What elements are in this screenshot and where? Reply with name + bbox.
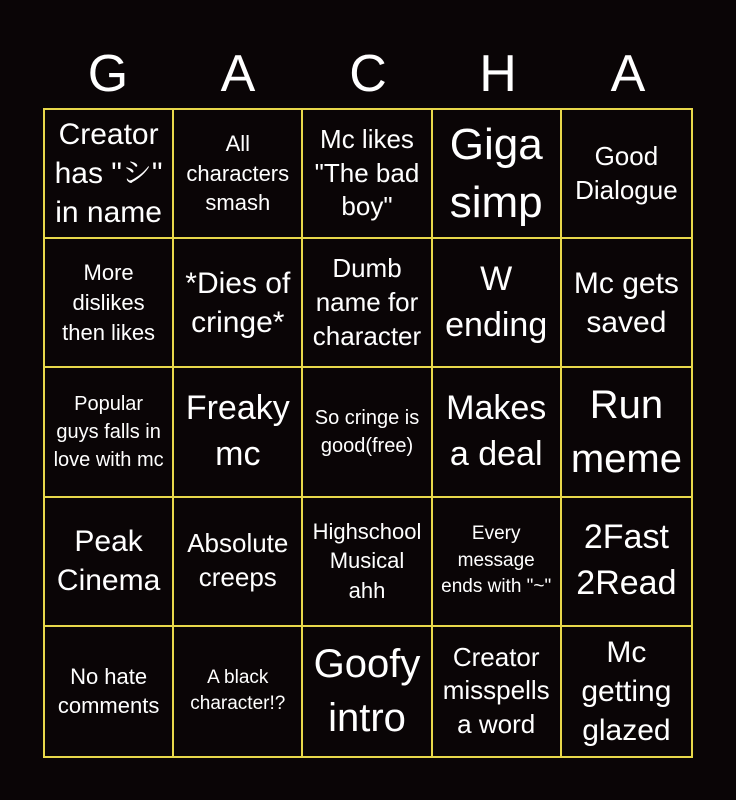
bingo-cell[interactable]: Absolute creeps (174, 498, 303, 627)
bingo-cell[interactable]: Mc likes "The bad boy" (303, 110, 432, 239)
bingo-cell[interactable]: Run meme (562, 368, 691, 497)
bingo-cell[interactable]: No hate comments (45, 627, 174, 756)
bingo-cell[interactable]: 2Fast 2Read (562, 498, 691, 627)
bingo-cell[interactable]: Creator misspells a word (433, 627, 562, 756)
header-letter-a-2: A (610, 45, 646, 103)
bingo-cell[interactable]: Every message ends with "~" (433, 498, 562, 627)
header-letter-c: C (349, 45, 387, 103)
header-letter-h: H (479, 45, 517, 103)
bingo-cell[interactable]: W ending (433, 239, 562, 368)
header-letter-g: G (87, 45, 129, 103)
bingo-cell[interactable]: *Dies of cringe* (174, 239, 303, 368)
bingo-cell[interactable]: So cringe is good(free) (303, 368, 432, 497)
bingo-cell[interactable]: Creator has "シ" in name (45, 110, 174, 239)
bingo-cell[interactable]: Mc getting glazed (581, 635, 672, 747)
bingo-board (43, 108, 693, 758)
bingo-cell[interactable]: Giga simp (433, 110, 562, 239)
bingo-cell[interactable]: All characters smash (174, 110, 303, 239)
bingo-cell[interactable]: Mc gets saved (562, 239, 691, 368)
bingo-cell[interactable]: Freaky mc (174, 368, 303, 497)
bingo-cell[interactable]: Dumb name for character (303, 239, 432, 368)
bingo-cell[interactable]: Good Dialogue (562, 110, 691, 239)
header-letter-a: A (220, 45, 256, 103)
bingo-cell[interactable]: A black character!? (174, 627, 303, 756)
bingo-cell[interactable]: Highschool Musical ahh (303, 498, 432, 627)
bingo-cell[interactable]: Makes a deal (433, 368, 562, 497)
bingo-cell[interactable]: Popular guys falls in love with mc (45, 368, 174, 497)
bingo-header (43, 40, 693, 108)
bingo-cell[interactable]: Peak Cinema (45, 498, 174, 627)
bingo-cell[interactable]: More dislikes then likes (45, 239, 174, 368)
bingo-cell[interactable]: Goofy intro (303, 627, 432, 756)
